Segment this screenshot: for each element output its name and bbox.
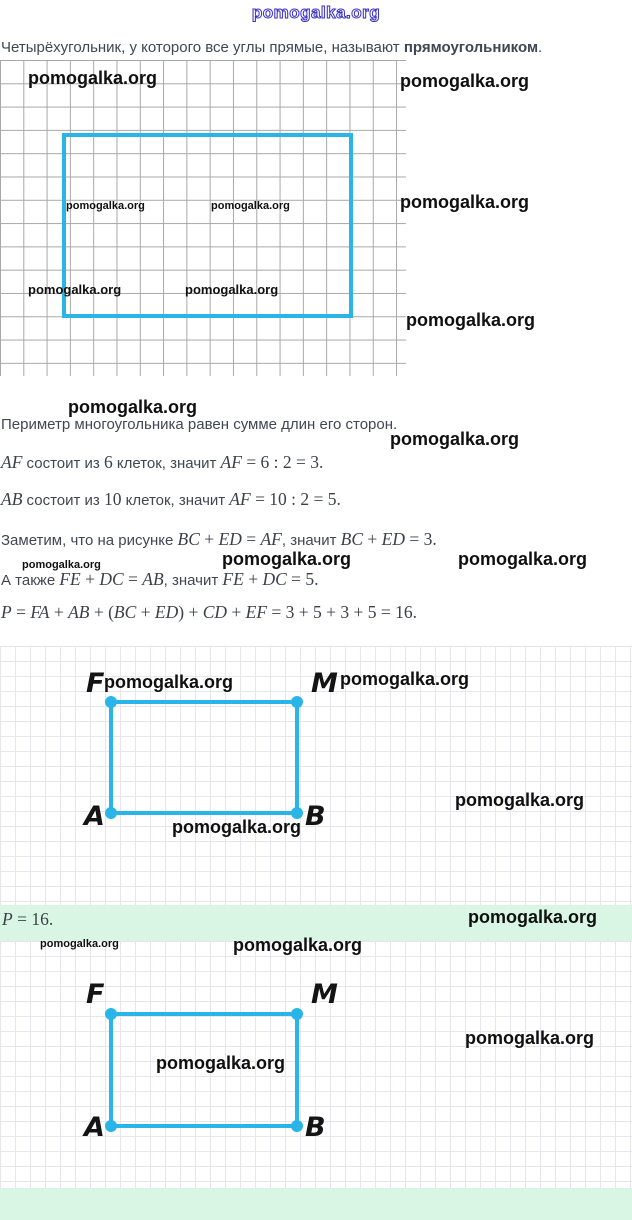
text-segment: FE	[59, 569, 81, 589]
watermark: pomogalka.org	[22, 559, 101, 571]
text-segment: +	[199, 529, 219, 549]
text-segment: , значит	[281, 532, 341, 549]
text-segment: прямоугольником	[403, 39, 539, 56]
text-segment: =	[241, 529, 261, 549]
bottom-band	[0, 1188, 632, 1220]
solution-line-ab	[1, 489, 341, 510]
text-segment: AF	[229, 489, 251, 509]
text-segment: CD	[202, 602, 228, 622]
watermark: pomogalka.org	[390, 429, 520, 449]
figure2-corner-dot-F	[105, 1008, 117, 1020]
text-segment: состоит из	[22, 455, 104, 472]
solution-line-bc-ed	[1, 529, 437, 550]
text-segment: = 6 : 2 = 3.	[241, 452, 324, 472]
text-segment: AB	[68, 602, 90, 622]
text-segment: 6	[103, 452, 113, 472]
text-segment: DC	[262, 569, 287, 589]
text-segment: ED	[218, 529, 242, 549]
watermark: pomogalka.org	[172, 817, 302, 837]
text-segment: = 16.	[12, 909, 54, 929]
watermark: pomogalka.org	[458, 549, 588, 569]
figure2-corner-dot-B	[291, 1120, 303, 1132]
text-segment: = 10 : 2 = 5.	[250, 489, 341, 509]
watermark: pomogalka.org	[455, 790, 585, 810]
text-segment: состоит из	[22, 492, 104, 509]
text-segment: FA	[30, 602, 50, 622]
text-segment: +	[227, 602, 246, 622]
figure1-corner-dot-A	[105, 807, 117, 819]
text-segment: DC	[99, 569, 124, 589]
watermark: pomogalka.org	[233, 935, 363, 955]
watermark: pomogalka.org	[211, 200, 290, 212]
text-segment: = 3 + 5 + 3 + 5 = 16.	[267, 602, 418, 622]
figure1-label-A: A	[84, 801, 105, 832]
text-segment: AF	[260, 529, 282, 549]
site-watermark-outlined: pomogalka.org	[251, 3, 381, 22]
text-segment: =	[11, 602, 31, 622]
watermark: pomogalka.org	[340, 669, 470, 689]
watermark: pomogalka.org	[68, 397, 198, 417]
text-segment: ED	[154, 602, 179, 622]
figure2-label-A: A	[84, 1112, 105, 1143]
text-segment: +	[243, 569, 263, 589]
text-segment: Четырёхугольник, у которого все углы прямые, называют	[1, 39, 404, 56]
figure1-corner-dot-M	[291, 696, 303, 708]
text-segment: ED	[381, 529, 405, 549]
watermark: pomogalka.org	[185, 282, 279, 297]
text-segment: +	[363, 529, 382, 549]
text-segment: = 5.	[286, 569, 319, 589]
watermark: pomogalka.org	[40, 938, 119, 950]
solution-line-perimeter-sum	[1, 602, 417, 623]
text-segment: Периметр многоугольника равен сумме длин его сторон.	[1, 416, 398, 433]
watermark: pomogalka.org	[66, 200, 145, 212]
watermark: pomogalka.org	[156, 1053, 286, 1073]
result-text	[2, 909, 53, 930]
text-segment: Заметим, что на рисунке	[1, 532, 178, 549]
watermark: pomogalka.org	[400, 71, 530, 91]
figure1-rectangle	[109, 700, 299, 815]
watermark: pomogalka.org	[400, 192, 530, 212]
text-segment: FE	[222, 569, 244, 589]
watermark: pomogalka.org	[406, 310, 536, 330]
text-segment: , значит	[163, 572, 223, 589]
text-segment: BC	[177, 529, 200, 549]
text-segment: AF	[220, 452, 242, 472]
watermark: pomogalka.org	[104, 672, 234, 692]
figure2-label-B: B	[305, 1112, 326, 1143]
text-segment: P	[1, 602, 12, 622]
solution-line-af	[1, 452, 323, 473]
text-segment: P	[2, 909, 13, 929]
solution-line-fe-dc	[1, 569, 319, 590]
solution-line-perimeter-def	[1, 416, 397, 433]
text-segment: =	[123, 569, 143, 589]
text-segment: EF	[245, 602, 268, 622]
figure2-label-M: M	[311, 979, 338, 1010]
figure2-corner-dot-A	[105, 1120, 117, 1132]
text-segment: AF	[1, 452, 23, 472]
watermark: pomogalka.org	[465, 1028, 595, 1048]
figure2-label-F: F	[86, 979, 105, 1010]
watermark: pomogalka.org	[222, 549, 352, 569]
text-segment: 10	[103, 489, 122, 509]
text-segment: ) +	[178, 602, 203, 622]
watermark: pomogalka.org	[28, 68, 158, 88]
text-segment: + (	[89, 602, 114, 622]
text-segment: клеток, значит	[121, 492, 230, 509]
text-segment: +	[136, 602, 155, 622]
text-segment: +	[80, 569, 100, 589]
watermark: pomogalka.org	[28, 282, 122, 297]
text-segment: +	[49, 602, 69, 622]
figure1-label-M: M	[311, 668, 338, 699]
intro-sentence	[1, 39, 542, 56]
watermark: pomogalka.org	[468, 907, 598, 927]
text-segment: BC	[340, 529, 363, 549]
text-segment: клеток, значит	[112, 455, 221, 472]
text-segment: AB	[142, 569, 164, 589]
text-segment: .	[538, 39, 543, 56]
text-segment: AB	[1, 489, 23, 509]
text-segment: BC	[113, 602, 137, 622]
text-segment: А также	[1, 572, 60, 589]
figure2-corner-dot-M	[291, 1008, 303, 1020]
text-segment: = 3.	[404, 529, 437, 549]
figure1-label-F: F	[86, 668, 105, 699]
figure1-label-B: B	[305, 801, 326, 832]
figure1-corner-dot-F	[105, 696, 117, 708]
